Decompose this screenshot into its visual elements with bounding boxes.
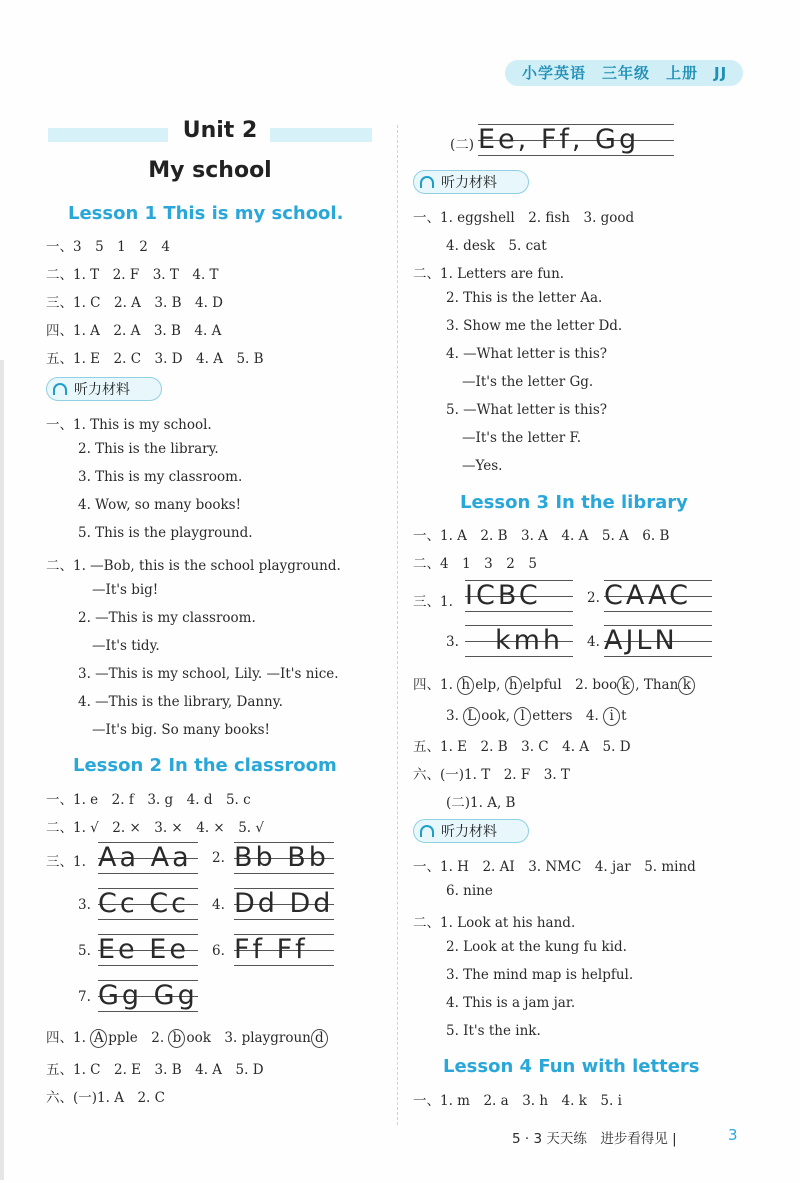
listening-material-tag [46,377,162,401]
headphones-icon [420,176,434,188]
answer-line: 三、1. C 2. A 3. B 4. D [46,295,224,311]
writing-lines: kmh [465,625,573,657]
writing-lines: Ee Ee [98,934,198,966]
script-line: 4. —This is the library, Danny. [78,694,283,710]
script-line: 3. Show me the letter Dd. [446,318,623,334]
writing-number: 7. [78,989,91,1005]
answer-line: 二、1. T 2. F 3. T 4. T [46,267,219,283]
writing-number: 4. [212,897,225,913]
listening-material-tag [413,170,529,194]
script-line: 一、1. H 2. AI 3. NMC 4. jar 5. mind [413,859,696,875]
script-line: 2. Look at the kung fu kid. [446,939,627,955]
script-line: 二、1. —Bob, this is the school playground. [46,558,341,574]
writing-number: 5. [78,943,91,959]
writing-number: 2. [212,850,225,866]
unit-title: Unit 2 [182,118,258,143]
circled-letter: i [603,707,620,726]
circled-letter: d [311,1029,328,1048]
page-edge [0,360,4,1180]
writing-lines: Ee, Ff, Gg [478,124,674,156]
answer-line: 一、1. m 2. a 3. h 4. k 5. i [413,1093,622,1109]
script-line: 3. This is my classroom. [78,469,243,485]
script-line: 一、1. eggshell 2. fish 3. good [413,210,635,226]
circled-letter: k [678,676,695,695]
question-label: 三、1. [413,594,453,610]
answer-line: 五、1. E 2. B 3. C 4. A 5. D [413,739,631,755]
answer-line: 五、1. C 2. E 3. B 4. A 5. D [46,1062,264,1078]
listening-label: 听力材料 [74,382,130,398]
writing-number: 3. [446,634,459,650]
answer-line: 二、4 1 3 2 5 [413,556,537,572]
writing-lines: CAAC [604,580,712,612]
answer-line: 二、1. √ 2. × 3. × 4. × 5. √ [46,820,264,836]
lesson1-heading: Lesson 1 This is my school. [68,203,344,224]
script-line: 6. nine [446,883,493,899]
answer-line: 四、1. A 2. A 3. B 4. A [46,323,222,339]
writing-lines: Bb Bb [234,842,334,874]
script-line: 5. This is the playground. [78,525,253,541]
lesson2-heading: Lesson 2 In the classroom [73,755,337,776]
script-line: 二、1. Look at his hand. [413,915,576,931]
script-line: 4. This is a jam jar. [446,995,576,1011]
circled-letter: h [457,676,474,695]
writing-lines: ICBC [465,580,573,612]
lesson3-heading: Lesson 3 In the library [460,492,688,513]
script-line: —It's big! [92,582,159,598]
answer-line-circled: 四、1. h elp, h elpful 2. boo k , Than k [413,673,696,695]
answer-line: 一、1. e 2. f 3. g 4. d 5. c [46,792,251,808]
circled-letter: A [90,1029,107,1048]
script-line: 4. Wow, so many books! [78,497,242,513]
headphones-icon [420,825,434,837]
script-line: 3. —This is my school, Lily. —It's nice. [78,666,339,682]
writing-number: 2. [587,590,600,606]
writing-lines: Gg Gg [98,980,198,1011]
circled-letter: k [617,676,634,695]
script-line: 一、1. This is my school. [46,417,212,433]
writing-lines: Dd Dd [234,888,334,919]
writing-number: 4. [587,634,600,650]
circled-letter: L [463,707,480,726]
script-line: 3. The mind map is helpful. [446,967,634,983]
script-line: 4. —What letter is this? [446,346,608,362]
script-line: —It's big. So many books! [92,722,270,738]
writing-lines: AJLN [604,625,712,657]
question-label: 三、1. [46,854,86,870]
script-line: —It's the letter Gg. [462,374,594,390]
answer-line: 五、1. E 2. C 3. D 4. A 5. B [46,351,264,367]
page-number: 3 [728,1126,738,1144]
script-line: —It's the letter F. [462,430,582,446]
footer-slogan: 5 · 3 天天练 进步看得见 | [512,1131,677,1147]
writing-number: 3. [78,897,91,913]
answer-line: 六、(一)1. A 2. C [46,1090,165,1106]
question-label: (二) [450,137,475,153]
script-line: —It's tidy. [92,638,160,654]
circled-letter: h [505,676,522,695]
header-title: 小学英语 三年级 上册 JJ [522,64,728,82]
script-line: 2. This is the letter Aa. [446,290,603,306]
writing-lines: Cc Cc [98,888,198,920]
script-line: 2. —This is my classroom. [78,610,256,626]
script-line: 5. It's the ink. [446,1023,541,1039]
script-line: 5. —What letter is this? [446,402,608,418]
listening-material-tag [413,819,529,843]
answer-line-circled: 3. L ook, l etters 4. i t [446,708,627,724]
lesson4-heading: Lesson 4 Fun with letters [443,1056,700,1077]
circled-letter: l [514,707,531,726]
listening-label: 听力材料 [441,824,497,840]
script-line: —Yes. [462,458,503,474]
listening-label: 听力材料 [441,175,497,191]
answer-line: 一、1. A 2. B 3. A 4. A 5. A 6. B [413,528,670,544]
answer-line: (二)1. A, B [446,795,516,811]
headphones-icon [53,383,67,395]
answer-line-circled: 四、1. A pple 2. b ook 3. playgroun d [46,1026,329,1048]
answer-line: 一、3 5 1 2 4 [46,239,170,255]
writing-lines: Ff Ff [234,934,334,966]
answer-line: 六、(一)1. T 2. F 3. T [413,767,570,783]
writing-number: 6. [212,943,225,959]
writing-lines: Aa Aa [98,842,198,874]
script-line: 2. This is the library. [78,441,219,457]
circled-letter: b [168,1029,185,1048]
script-line: 二、1. Letters are fun. [413,266,565,282]
script-line: 4. desk 5. cat [446,238,547,254]
unit-subtitle: My school [148,158,272,183]
column-divider [397,125,398,1125]
